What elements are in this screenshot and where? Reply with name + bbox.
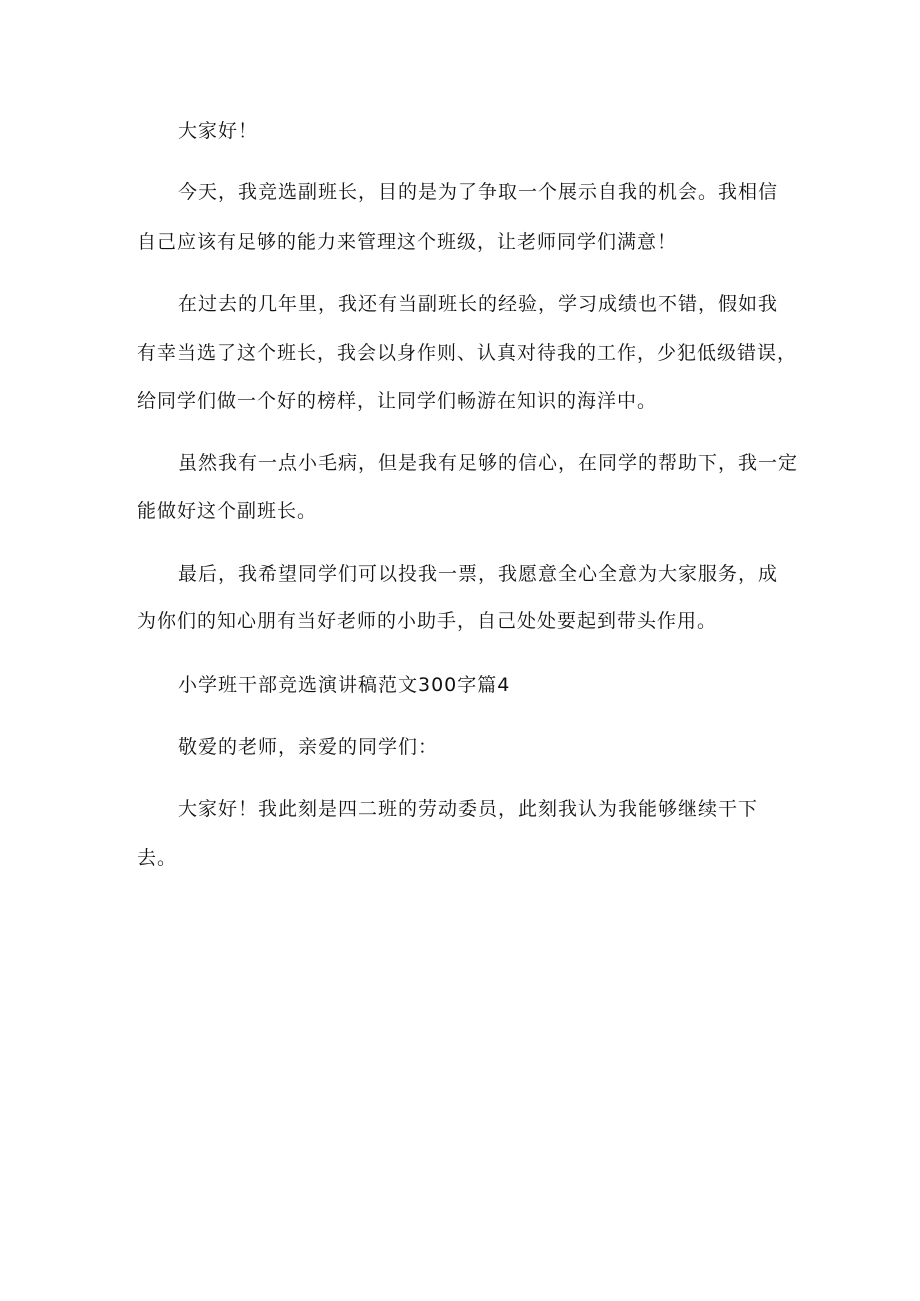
paragraph-line: 有幸当选了这个班长，我会以身作则、认真对待我的工作，少犯低级错误， <box>137 342 798 364</box>
paragraph-line: 在过去的几年里，我还有当副班长的经验，学习成绩也不错，假如我 <box>178 293 779 315</box>
section-heading: 小学班干部竞选演讲稿范文300字篇4 <box>178 674 511 696</box>
paragraph-salutation: 敬爱的老师，亲爱的同学们： <box>178 736 439 758</box>
paragraph-line: 最后，我希望同学们可以投我一票，我愿意全心全意为大家服务，成 <box>178 563 779 585</box>
paragraph-line: 能做好这个副班长。 <box>137 500 318 522</box>
paragraph-line: 虽然我有一点小毛病，但是我有足够的信心，在同学的帮助下，我一定 <box>178 452 799 474</box>
paragraph-line: 自己应该有足够的能力来管理这个班级，让老师同学们满意！ <box>137 231 678 253</box>
paragraph-line: 去。 <box>137 847 178 869</box>
paragraph-greeting: 大家好！ <box>178 120 259 142</box>
paragraph-line: 给同学们做一个好的榜样，让同学们畅游在知识的海洋中。 <box>137 390 658 412</box>
paragraph-line: 今天，我竞选副班长，目的是为了争取一个展示自我的机会。我相信 <box>178 181 779 203</box>
paragraph-line: 大家好！我此刻是四二班的劳动委员，此刻我认为我能够继续干下 <box>178 798 759 820</box>
paragraph-line: 为你们的知心朋有当好老师的小助手，自己处处要起到带头作用。 <box>137 610 718 632</box>
